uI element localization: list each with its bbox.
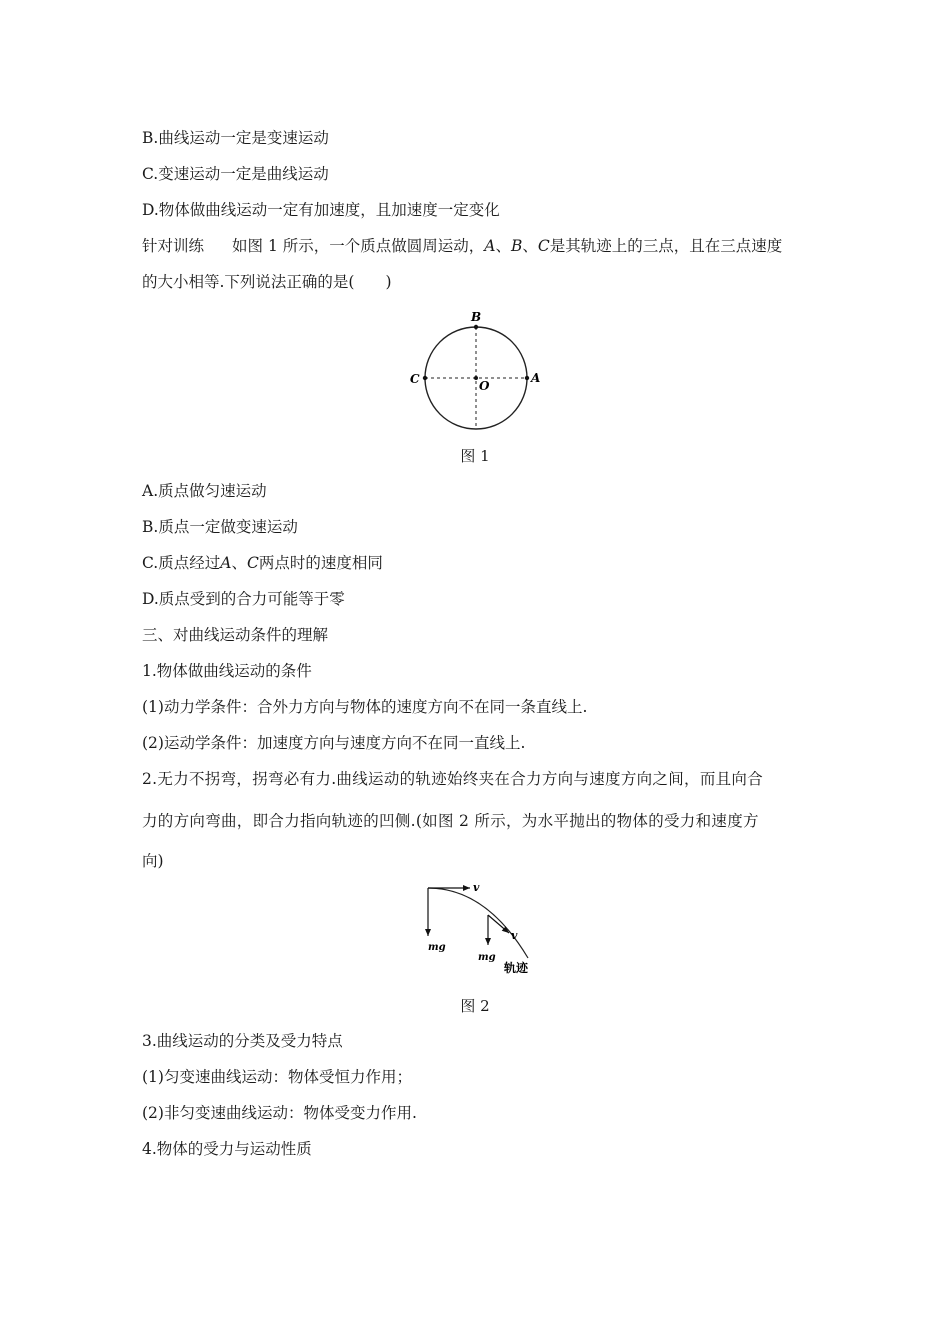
option-b: B.质点一定做变速运动 bbox=[142, 518, 298, 536]
item-1-2: (2)运动学条件：加速度方向与速度方向不在同一直线上. bbox=[142, 734, 526, 752]
option-c bbox=[142, 553, 383, 573]
velocity-arrow-right bbox=[488, 915, 509, 933]
item-3: 3.曲线运动的分类及受力特点 bbox=[142, 1032, 343, 1050]
training-label: 针对训练 bbox=[142, 237, 205, 255]
item-1-1: (1)动力学条件：合外力方向与物体的速度方向不在同一条直线上. bbox=[142, 698, 588, 716]
training-question-line2: 的大小相等.下列说法正确的是( ) bbox=[142, 273, 392, 291]
point-a-dot bbox=[525, 376, 529, 380]
label-trajectory: 轨迹 bbox=[504, 961, 529, 975]
section-heading: 三、对曲线运动条件的理解 bbox=[142, 626, 329, 644]
point-c-dot bbox=[423, 376, 427, 380]
option-d-prev: D.物体做曲线运动一定有加速度，且加速度一定变化 bbox=[142, 201, 500, 219]
option-a: A.质点做匀速运动 bbox=[142, 482, 267, 500]
item-2-line3: 向) bbox=[142, 852, 164, 870]
item-3-2: (2)非匀变速曲线运动：物体受变力作用. bbox=[142, 1104, 417, 1122]
option-c-point-a: A bbox=[220, 554, 232, 572]
point-b-dot bbox=[474, 325, 478, 329]
training-text-a: 如图 1 所示，一个质点做圆周运动， bbox=[232, 237, 485, 255]
label-b: B bbox=[471, 310, 482, 324]
figure-2-caption: 图 2 bbox=[460, 997, 490, 1015]
sep: 、 bbox=[522, 237, 538, 255]
sep: 、 bbox=[231, 554, 247, 572]
point-o-dot bbox=[474, 376, 478, 380]
point-c-ref: C bbox=[537, 237, 550, 255]
training-question-line1 bbox=[142, 236, 782, 256]
label-c: C bbox=[410, 372, 420, 386]
sep: 、 bbox=[495, 237, 511, 255]
option-c-post: 两点时的速度相同 bbox=[258, 554, 383, 572]
option-c-pre: C.质点经过 bbox=[142, 554, 221, 572]
training-text-b: 是其轨迹上的三点，且在三点速度 bbox=[549, 237, 783, 255]
item-2-line2: 力的方向弯曲，即合力指向轨迹的凹侧.(如图 2 所示，为水平抛出的物体的受力和速度方 bbox=[142, 812, 759, 830]
option-b-prev: B.曲线运动一定是变速运动 bbox=[142, 129, 329, 147]
figure-1-circle-diagram bbox=[400, 306, 560, 436]
point-a-ref: A bbox=[484, 237, 496, 255]
label-o: O bbox=[479, 379, 490, 393]
label-mg-left: mg bbox=[428, 942, 446, 953]
figure-2-projectile-diagram bbox=[416, 880, 546, 980]
item-2-line1: 2.无力不拐弯，拐弯必有力.曲线运动的轨迹始终夹在合力方向与速度方向之间，而且向合 bbox=[142, 770, 764, 788]
figure-1-caption: 图 1 bbox=[460, 447, 490, 465]
label-a: A bbox=[531, 371, 541, 385]
label-mg-right: mg bbox=[478, 952, 496, 963]
item-1: 1.物体做曲线运动的条件 bbox=[142, 662, 312, 680]
option-c-prev: C.变速运动一定是曲线运动 bbox=[142, 165, 329, 183]
item-3-1: (1)匀变速曲线运动：物体受恒力作用； bbox=[142, 1068, 412, 1086]
item-4: 4.物体的受力与运动性质 bbox=[142, 1140, 312, 1158]
point-b-ref: B bbox=[510, 237, 523, 255]
option-c-point-c: C bbox=[246, 554, 259, 572]
option-d: D.质点受到的合力可能等于零 bbox=[142, 590, 345, 608]
label-v-right: v bbox=[511, 929, 518, 942]
label-v-top: v bbox=[473, 881, 480, 894]
